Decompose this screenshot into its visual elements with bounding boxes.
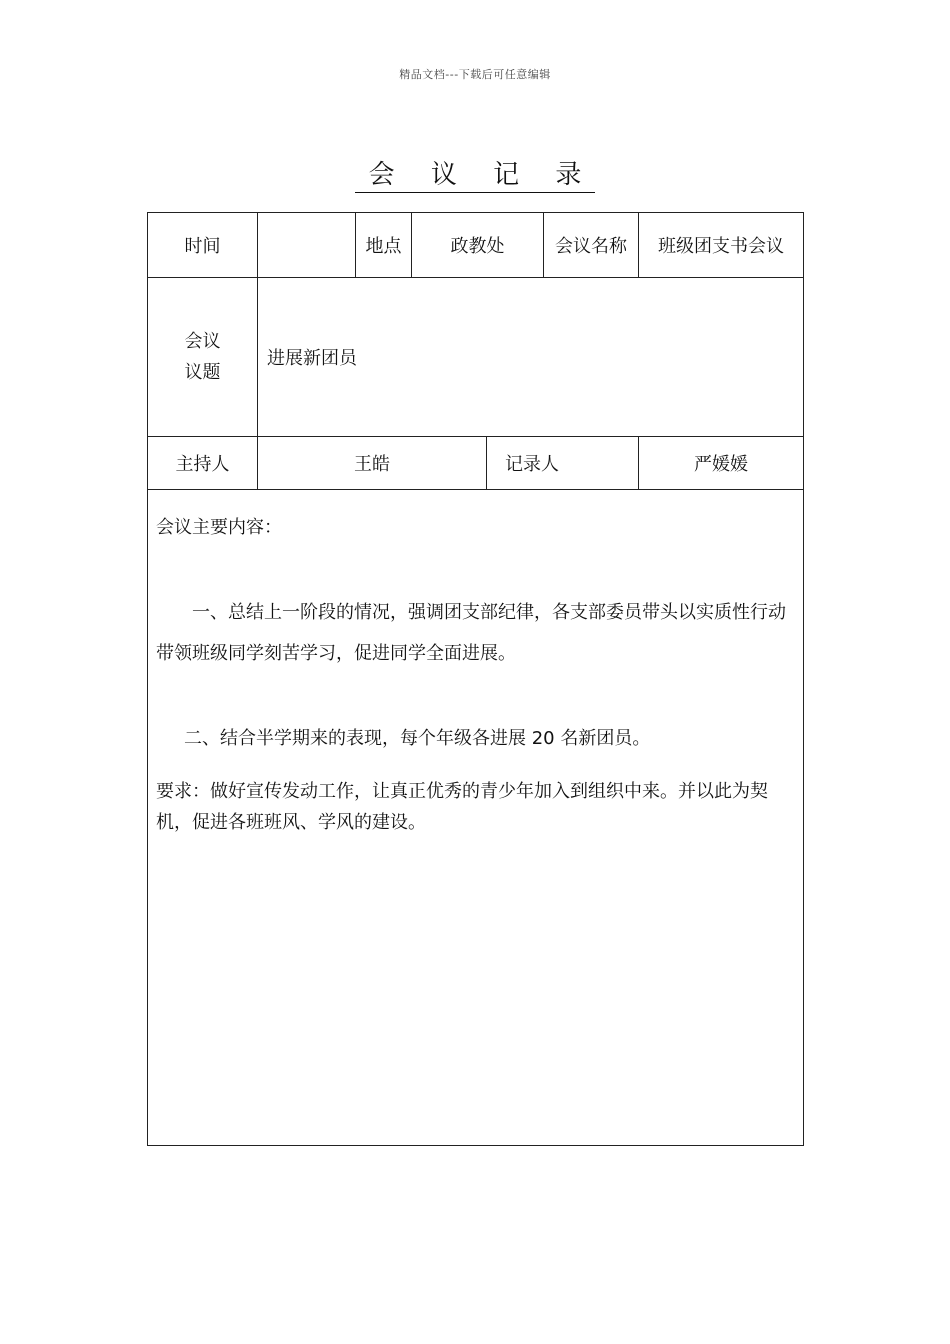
content-heading: 会议主要内容：: [156, 517, 282, 538]
time-label: 时间: [148, 213, 258, 278]
meeting-info-row: [148, 213, 804, 278]
host-label: 主持人: [148, 437, 258, 490]
topic-label-line1: 会议: [184, 331, 221, 352]
recorder-label: 记录人: [487, 437, 639, 490]
document-title: [0, 154, 950, 191]
meeting-topic-row: [148, 278, 804, 437]
host-recorder-row: [148, 437, 804, 490]
content-paragraph-1: 一、总结上一阶段的情况，强调团支部纪律，各支部委员带头以实质性行动带领班级同学刻苦学习，促进同学全面进展。: [156, 602, 786, 664]
meeting-name-label: 会议名称: [544, 213, 639, 278]
topic-label: [148, 278, 258, 437]
content-paragraph-2: 二、结合半学期来的表现，每个年级各进展 20 名新团员。: [184, 728, 651, 749]
time-value: [258, 213, 356, 278]
document-title-text: 会 议 记 录: [355, 160, 596, 193]
host-value: 王皓: [258, 437, 487, 490]
main-content-cell: [148, 490, 804, 1146]
header-note: 精品文档---下载后可任意编辑: [399, 68, 551, 81]
content-paragraph-3: 要求：做好宣传发动工作，让真正优秀的青少年加入到组织中来。并以此为契机，促进各班班风、学风的建设。: [156, 781, 768, 833]
place-value: 政教处: [412, 213, 544, 278]
main-content-row: [148, 490, 804, 1146]
meeting-name-value: 班级团支书会议: [639, 213, 804, 278]
place-label: 地点: [356, 213, 412, 278]
recorder-value: 严媛媛: [639, 437, 804, 490]
topic-value: 进展新团员: [258, 278, 804, 437]
meeting-record-table: [147, 212, 804, 1146]
topic-label-line2: 议题: [184, 362, 221, 383]
